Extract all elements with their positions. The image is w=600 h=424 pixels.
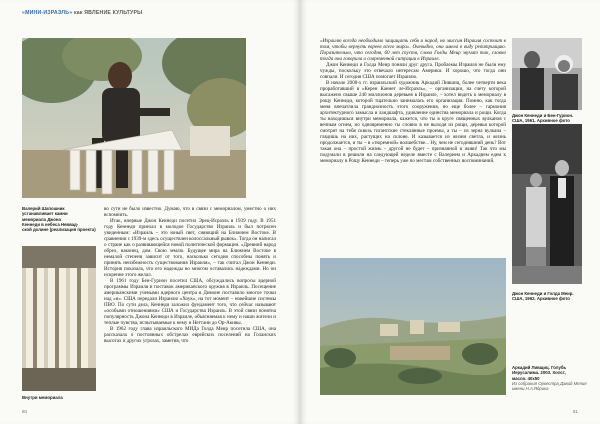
- caption-painting: [512, 365, 594, 391]
- header-section: как ЯВЛЕНИЕ КУЛЬТУРЫ: [73, 10, 143, 16]
- right-text-column: [320, 38, 506, 164]
- caption-line: мемориала Джона: [22, 216, 61, 222]
- caption-line: устанавливает камни: [22, 211, 68, 217]
- caption-line: США, 1961. Архивное фото: [512, 118, 570, 124]
- caption-line: Иерусалима. 2003. Холст,: [512, 370, 566, 376]
- caption-interior-text: Внутри мемориала: [22, 395, 63, 400]
- photo-kennedy-gurion: [512, 38, 582, 110]
- page-number: 81: [572, 409, 578, 414]
- photo-sculptor-image: [22, 38, 246, 198]
- running-header: [22, 10, 142, 16]
- painting-livshits: [320, 258, 506, 395]
- photo-interior-image: [22, 246, 96, 391]
- caption-line: США, 1962. Архивное фото: [512, 296, 570, 302]
- photo-kennedy-gurion-image: [512, 38, 582, 110]
- painting-image: [320, 258, 506, 395]
- paragraph: Джон Кеннеди и Голда Меир поняли друг друга. Проблемы Израиля не были ему чужды, поскольку это отвечало интересам Америки. И хорошо, что тогда они совпали. И сегодня США помогает Израилю.: [320, 62, 506, 81]
- page-number-right: [573, 409, 578, 414]
- photo-sculptor: [22, 38, 246, 198]
- header-series: «МИНИ-ИЗРАЭЛЬ»: [22, 10, 73, 16]
- paragraph: Итак, впервые Джон Кеннеди посетил Эрец-Исраэль в 1939 году. В 1951 году Кеннеди приехал в молодое Государство Израиль и был потрясен увиденным: «Израиль – это юный свет, сияющий на Ближнем Востоке. В сравнении с 1939-м здесь осуществлен колоссальный рывок». Тогда он написал о стране как о развивающейся новой политической формации. «Древний народ обрел, наконец, дом. Свою землю. Будущее мира на Ближнем Востоке в немалой степени зависит от того, насколько сегодня способны понять и принять неизбежность существования Израиля», – так считал Джон Кеннеди. История показала, что его надежды во многом оставались надеждами. Но он искренне этого желал.: [104, 218, 276, 279]
- paragraph: «Израилю всегда необходимо защищать себя и народ, но миссия Израиля состоит в том, чтобы вернуть евреев всего мира». Очевидно, она имела в виду репатриацию. Поразительно, что сегодня, 60 лет спустя, слова Голды Меир звучат так, словно тогда она говорила о современной ситуации в Израиле.: [320, 38, 506, 63]
- page-number: 80: [22, 409, 28, 414]
- caption-kennedy-meir: [512, 291, 594, 302]
- left-text-column: [104, 206, 276, 344]
- caption-note-line: Из собрания Оркестра Давид Мелия: [512, 380, 587, 386]
- paragraph: В начале 2000-х гг. израильский художник Аркадий Лившиц, более четверти века проработавший в «Керен Каемет ле-Исраэль», – организации, на счету которой высажено свыше 240 миллионов деревьев в Израиле, – хотел видеть к мемориалу в рощу Кеннеди, которой тщательно занималась его организация. Помню, как тогда меня впечатлила грандиозность этого сооружения, но еще более – гармония архитектурного замысла и ландшафта, удивление единства мемориала и рощи. Когда ты находишься внутри мемориала, кажется, что ты в круге священных вулканов с вечным огнем, но одновременно ты словно в не выходя из рощи, деревья которой смотрят на тебя сквозь гигантские стеклянные проемы, а ты – из зерна вулкана – глядишь на них, растущих на склоне. И казывается из жизни светла, и жизнь продолжается, и ты – в «тюремной» волшебстве... Ну, чем не сегодняшний день? Вот такая она – простой жизнь – другой не будет – признанной и живи! Так что мы подумали в решили на следующей неделе вместе с Валерием и Аркадием едем к мемориалу в Рощу Кеннеди – теперь уже по местам собственных воспоминаний.: [320, 80, 506, 165]
- photo-interior: [22, 246, 96, 391]
- caption-line: Кеннеди в небеса Неввад-: [22, 221, 79, 227]
- caption-line: Джон Кеннеди и Бен-Гурион.: [512, 113, 574, 118]
- photo-kennedy-meir-image: [512, 124, 582, 284]
- caption-kennedy-gurion: [512, 113, 594, 124]
- paragraph: во сути не было известно. Думаю, что в связи с мемориалом, уместно о них вспомнить.: [104, 206, 276, 219]
- caption-line: ской долине (реализация проекта): [22, 227, 96, 233]
- caption-line: Аркадий Ливщиц. Голубь: [512, 365, 567, 370]
- photo-kennedy-meir: [512, 124, 582, 284]
- caption-sculptor: [22, 206, 96, 232]
- right-page: [300, 0, 600, 424]
- caption-line: Джон Кеннеди и Голда Меир.: [512, 291, 574, 296]
- page-number-left: [22, 409, 27, 414]
- caption-note-line: имени Н.А.Ядрика: [512, 386, 549, 392]
- caption-line: Валерий Шапошник: [22, 206, 65, 211]
- caption-interior: [22, 395, 63, 400]
- paragraph: В 1962 году глава израильского МИДа Голда Меир посетила США, она рассказала о постоянных обстрелах еврейских поселений на Голанских высотах и других угрозах, заметив, что: [104, 326, 276, 345]
- caption-line: масло. 40x50: [512, 375, 540, 381]
- paragraph: В 1961 году Бен-Гурион посетил США, обсуждались вопросы ядерной программы Израиля и поставок американского оружия в Израиль. Посещение американскими учеными ядерного центра в Димоне поставило многое точки над «и». США передали Израилю «Хоук», на тот момент – новейшие системы ПВО. По сути дела, Кеннеди заложил фундамент того, что сейчас называют «особыми отношениями» США и Государства Израиль. В этой связи понятна популярность Джона Кеннеди в Израиле, объясняемая к нему и наши жители и теплые чувства, испытываемые к нему и Неттани до Ор-Акивы.: [104, 278, 276, 327]
